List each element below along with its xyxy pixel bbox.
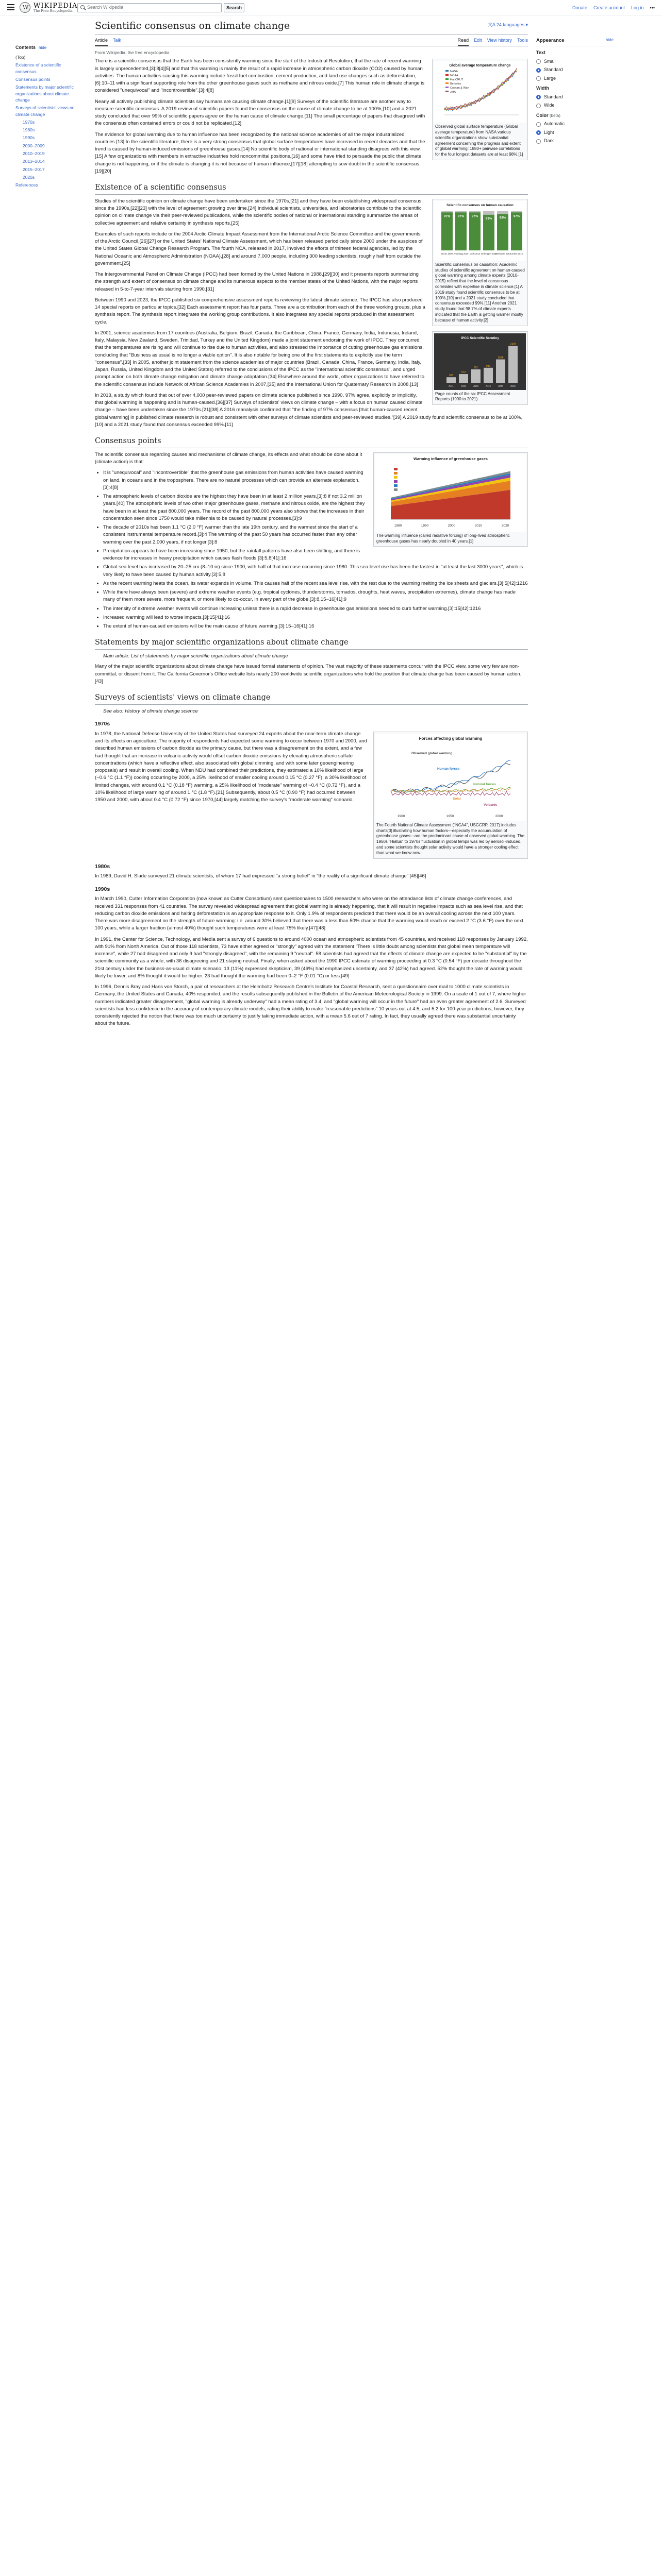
tick-label: 2000 [495,814,503,818]
tick-label: 1980 [394,523,402,528]
list-item: • Precipitation appears to have been increasing since 1950, but the rainfall patterns have also been shifting, and there is evidence for increases in heavy precipitation which causes flash floods.[3]:5,8[41]:16 [103,548,528,563]
toc-subitem[interactable]: 2013–2014 [23,159,45,164]
toc-hide-button[interactable]: hide [39,45,47,50]
figure-caption: The warming influence (called radiative forcing) of long-lived atmospheric greenhouse gases has nearly doubled in 40 years.[1] [376,533,510,544]
tab-read[interactable]: Read [458,37,469,46]
series-label: Observed global warming [411,751,453,755]
bar-label: Verheggen 2014 [481,252,497,255]
toc-title: Contents [15,45,36,50]
paragraph: Studies of the scientific opinion on climate change have been undertaken since the 1970s,[21] and they have been establishing widespread consensus since the 1990s,[22][23] with the level of agreement growing over time.[24] Individual scientists, universities, and laboratories contribute to the scientific opinion on climate change via their peer-reviewed publications, while the scientific bodies of national or international standing summarize the areas of collective agreement and relative certainty in synthesis reports.[25] [95,198,422,226]
temperature-chart [434,61,526,123]
subsection-heading: 1970s [95,721,110,727]
legend-swatch [394,468,398,470]
paragraph: In 1991, the Center for Science, Technology, and Media sent a survey of 6 questions to around 4000 ocean and atmospheric scientists from 45 countries, and received 118 responses by January 1992, with 91% from North America. Out of those 118 scientists, 73 have either agreed or "strongly" agreed with the statement "There is little doubt among scientists that global mean temperature will increase", while 27 had disagreed and only 9 had "strongly disagreed", with the remaining 9 "neutral". 58 scientists had agreed that the effects of climate change are expected to be "substantial" by the scientific community as a whole, with 36 disagreeing and 21 staying neutral. Finally, when asked about the 1990 IPCC estimate of warming proceeding at 0.3 °C (0.54 °F) per decade throughout the 21st century under the business-as-usual climate scenario, 13 (11%) expressed skepticism, 39 (46%) had emphasized uncertainty, and 37 (42%) had agreed. 52% thought the rate of warming would likely be lower, and 8% thought it would be higher. 23 had thought the warming had been 0–2 °F (0.01 °C) or less.[49] [95,936,528,979]
tab-history[interactable]: View history [487,37,512,43]
legend-label: CFC-11 [399,484,410,488]
main-menu-button[interactable] [7,4,14,10]
color-dark[interactable]: Dark [536,138,614,145]
legend-label: CH4 [399,472,406,476]
legend-label: CO2 [399,468,406,471]
page-tabs [95,37,528,46]
legend-swatch [445,87,449,88]
legend-label: Berkeley [450,82,461,86]
personal-tools [572,5,655,12]
list-item: • The extent of human-caused emissions will be the main cause of future warming.[3]:15–16[41]:16 [103,623,528,630]
bar-value: 97% [457,215,465,218]
bar-label: AR4 [486,384,491,388]
bar [459,374,468,383]
toc-item[interactable]: Surveys of scientists' views on climate change [15,105,75,117]
logo-tagline: The Free Encyclopedia [34,8,73,13]
color-automatic[interactable]: Automatic [536,121,614,128]
bar [446,377,456,383]
search-icon [80,5,85,9]
legend-label: NASA [450,70,458,74]
site-header [0,0,662,15]
main-article-note[interactable]: Main article: List of statements by major scientific organizations about climate change [103,653,288,659]
bar-value: 93% [499,216,506,220]
figure-caption: Observed global surface temperature (Global average temperature) from NASA various scientific organizations show substantial agreement concerning the progress and extent of global warming: 1880+ pairwise correlations for the four longest datasets are at least 98%.[1] [435,124,523,157]
legend-label: 15 others [399,488,412,492]
bar-value: 91% [485,217,492,221]
series-line [391,791,510,795]
legend-swatch [394,488,398,491]
tab-tools[interactable]: Tools [517,37,528,43]
bar-value: 365 [449,374,454,377]
list-item: • The decade of 2010s has been 1.1 °C (2.0 °F) warmer than the late 19th century, and the warmest since the start of a consistent instrumental temperature record.[3]:4 The warming of the past 50 years has occurred faster than any other warming over the past 2,000 years, if not longer.[3]:8 [103,524,528,546]
legend-swatch [445,70,449,72]
toc-subitem[interactable]: 1980s [23,127,35,133]
beta-label: (beta) [550,113,560,118]
tagline: From Wikipedia, the free encyclopedia [95,49,170,55]
toc-item-top[interactable]: (Top) [15,55,26,60]
text-size-label: Text [536,50,545,56]
table-of-contents [15,44,77,190]
logo-wordmark: WIKIPEDIA [34,2,78,10]
list-item: • The intensity of extreme weather events will continue increasing unless there is a rapid decrease in greenhouse gas emissions needed to curb further warming.[3]:15[42]:1216 [103,605,528,613]
chart-title: IPCC Scientific Scrutiny [460,336,500,340]
radio-icon [536,76,541,81]
radio-icon [536,122,541,127]
legend-label: HadCRUT [450,78,464,82]
paragraph: There is a scientific consensus that the Earth has been consistently warming since the start of the Industrial Revolution, that the rate of recent warming is largely unprecedented,[3]:8[4][5] and that this warming is mainly the result of a rapid increase in atmospheric carbon dioxide (CO2) caused by human activities. The human activities causing this warming include fossil fuel combustion, cement production, and land use changes such as deforestation,[6]:10–11 with a significant supporting role from the other greenhouse gases such as methane and nitrous oxide.[7] This human role in climate change is considered "unequivocal" and "incontrovertible".[3]:4[8] [95,58,425,94]
bar [455,212,467,250]
list-item: • It is "unequivocal" and "incontrovertible" that the greenhouse gas emissions from human activities have caused warming on land, in oceans and in the troposphere. There are no natural processes which can provide an alternate explanation.[3]:4[8] [103,469,528,492]
radio-icon [536,139,541,144]
paragraph: In 1978, the National Defense University of the United States had surveyed 24 experts about the near-term climate change and its effects on agriculture. The majority of respondents had expected some warming to occur between 1970 and 2000, and described human emissions of carbon dioxide as the primary cause, but there was a disagreement on the extent, and a few had thought that an increase in volcanic activity would offset carbon dioxide emissions by elevating atmospheric sulfate concentrations (which have a reflective effect, also associated with global dimming, and with some later geoengineering proposals) and result in overall cooling. When NDU had combined their predictions, they estimated a 10% likelihood of large (~0.6 °C (1.1 °F)) cooling occurring by 2000, a 25% likelihood of smaller cooling around 0.15 °C (0.27 °F), a 30% likelihood of limited changes, with around 0.1 °C (0.18 °F) warming, a 25% likelihood of "moderate" warming of ~0.4 °C (0.72 °F), and a 10% likelihood of large warming of around 1 °C (1.8 °F).[21] Subsequently, about 0.5 °C (0.90 °F) had occurred between 1950 and 2000, with about 0.4 °C (0.72 °F) since 1970,[44] largely matching the survey's "moderate warming" scenario. [95,731,367,803]
figure-caption: Page counts of the six IPCC Assessment Reports (1990 to 2021). [435,391,510,402]
figure-temperature [432,59,528,160]
toc-item[interactable]: Statements by major scientific organizations about climate change [15,84,74,103]
bar-value: 97% [513,215,520,218]
toc-subitem[interactable]: 2015–2017 [23,166,45,172]
more-options-icon[interactable]: ••• [650,5,655,10]
chart-title: Warming influence of greenhouse gases [413,456,488,461]
section-heading: Statements by major scientific organizations about climate change [95,637,528,650]
paragraph: In 2013, a study which found that out of over 4,000 peer-reviewed papers on climate science published since 1990, 97% agree, explicitly or implicitly, that global warming is happening and is human-caused.[36][37] Surveys of scientists' views on climate change – with a focus on human caused climate change – have been undertaken since the 1970s.[21][38] A 2016 reanalysis confirmed that "the finding of 97% consensus [that human-caused recent global warming] in published climate research is robust and consistent with other surveys of climate scientists and peer-reviewed studies."[39] A 2019 study found scientific consensus to be at 100%,[10] and a 2021 study found that consensus exceeded 99%.[11] [95,392,523,428]
legend-swatch [394,472,398,474]
bar-value: 1535 [498,356,504,360]
width-wide[interactable]: Wide [536,102,614,109]
tick-label: 1900 [397,814,405,818]
tab-article[interactable]: Article [95,37,108,46]
legend-swatch [445,74,449,76]
legend-label: NOAA [450,74,458,78]
tick-label: 2000 [448,523,456,528]
paragraph: The scientific consensus regarding causes and mechanisms of climate change, its effects and what should be done about it (climate action) is that: [95,451,362,465]
chart-title: Scientific consensus on human causation [446,203,514,207]
series-label: Natural forces [473,782,496,786]
bar [484,367,493,382]
search-button[interactable]: Search [224,3,244,12]
series-line [391,760,510,792]
list-item: • Global sea level has increased by 20–25 cm (8–10 in) since 1900, with half of that increase occurring since 1980. This sea level rise has been the fastest in "at least the last 3000 years", which is very likely to have been caused by human activity.[3]:5,8 [103,564,528,579]
legend-label: JMA [450,91,456,94]
toc-subitem[interactable]: 1970s [23,119,35,125]
text-size-small[interactable]: Small [536,58,614,65]
list-item: • While there have always been (severe) and extreme weather events (e.g. tropical cyclones, thunderstorms, tornados, droughts, heat waves, precipitation extremes), climate change has made many of them more severe, more frequent, or more likely to co-occur, in every part of the globe.[3]:8,15–16[41]:9 [103,589,528,604]
globe-icon [20,2,30,13]
figure-consensus [432,199,528,326]
page-title: Scientific consensus on climate change 文A 24 languages ▾ [95,19,528,35]
paragraph: In March 1990, Cutter Information Corporation (now known as Cutter Consortium) sent questionnaires to 1500 researchers who were on the attendance lists of climate change conferences, and received 331 responses from 41 countries. The survey revealed widespread agreement that global warming is already happening, that it will result in negative impacts such as sea level rise, and that reducing carbon dioxide emissions and halting deforestation is an appropriate response to it. Only 1.9% of respondents predicted that there would be an overall cooling across the next 100 years. There was more disagreement on the strength of future warming: i.e. around 30% believed that there was a less than 50% chance that the warming would reach or exceed 2 °C (3.6 °F) over the next 100 years, while a larger fraction (almost 40%) thought such temperatures were at least 75% likely.[47][48] [95,896,523,931]
section-heading: Surveys of scientists' views on climate change [95,692,528,705]
language-button[interactable]: 文A 24 languages ▾ [487,22,528,27]
appearance-hide-button[interactable]: hide [605,38,614,42]
paragraph: Between 1990 and 2023, the IPCC published six comprehensive assessment reports reviewing the latest climate science. The IPCC has also produced 14 special reports on particular topics.[32] Each assessment report has four parts. Three are a contribution from each of the three working groups, plus a synthesis report. The synthesis report integrates the working group contributions. It also integrates any special reports produced in that assessment cycle. [95,297,425,325]
bar-value: 572 [461,370,466,374]
tick-label: 1990 [421,523,429,528]
figure-ipcc [432,331,528,405]
paragraph: In 1989, David H. Slade surveyed 21 climate scientists, of whom 17 had expressed "a strong belief" in "the reality of a significant climate change".[45][46] [95,873,426,879]
width-standard[interactable]: Standard [536,94,614,101]
bar-value: 881 [473,366,478,369]
login-link[interactable]: Log in [631,5,644,10]
appearance-title: Appearance [536,38,565,43]
bar-label: AR3 [473,384,478,388]
paragraph: Nearly all actively publishing climate scientists say humans are causing climate change.[1][9] Surveys of the scientific literature are another way to measure scientific consensus. A 2019 review of scientific papers found the consensus on the cause of climate change to be at 100%,[10] and a 2021 study concluded that over 99% of scientific papers agree on the human cause of climate change.[11] The small percentage of papers that disagreed with the consensus often contained errors or could not be replicated.[12] [95,98,425,127]
forces-chart [375,734,526,821]
tick-label: 2020 [501,523,509,528]
toc-subitem[interactable]: 1990s [23,135,35,141]
see-also-note[interactable]: See also: History of climate change science [103,708,198,714]
series-label: Human forces [437,767,460,771]
list-item: • The atmospheric levels of carbon dioxide are the highest they have been in at least 2 million years,[3]:8 if not 3.2 million years.[40] The atmospheric levels of two other major greenhouse gases, methane and nitrous oxide, are the highest they have been in at least the past 800,000 years. The record of the past 800,000 years also shows that the increases in their concentration seen since 1750 would take millennia to be caused by natural processes.[3]:9 [103,493,528,522]
bar-label: AR1 [449,384,454,388]
text-size-standard[interactable]: Standard [536,66,614,74]
radio-selected-icon [536,68,541,73]
series-label: Volcanic [484,803,498,807]
list-item: • As the recent warming heats the ocean, its water expands in volume. This causes half of the recent sea level rise, with the rest due to the warming melting the ice sheets and glaciers.[3]:5[42]:1216 [103,580,528,587]
tick-label: 1950 [446,814,454,818]
bar-value: 2409 [510,343,516,346]
width-label: Width [536,86,549,91]
bar-label: AR6 [510,384,516,388]
consensus-chart [434,201,526,261]
bar [471,369,481,382]
tick-label: 2010 [474,523,483,528]
appearance-panel [536,37,614,146]
list-item: • Increased warming will lead to worse impacts.[3]:15[41]:16 [103,614,528,621]
search-input[interactable]: Search Wikipedia [77,3,222,12]
radio-icon [536,59,541,64]
figure-forces [373,732,528,859]
toc-item[interactable]: Consensus points [15,76,51,82]
paragraph: Examples of such reports include or the 2004 Arctic Climate Impact Assessment from the International Arctic Science Committee and the governments of the Arctic Council,[26][27] or the United States' National Climate Assessment, which has been released periodically since 2000 under the auspices of the United States Global Change Research Program. The fourth NCA, released in 2017, involved the efforts of thirteen federal agencies, led by the National Oceanic and Atmospheric Administration (NOAA),[28] and around 7,000 people, including 300 leading scientists, roughly half from outside the government.[25] [95,231,423,266]
tab-edit[interactable]: Edit [474,37,482,43]
ipcc-pages-chart [434,333,526,390]
legend-label: Cowtan & Way [450,87,469,90]
bar [511,212,522,250]
bar [441,212,453,250]
wikipedia-logo[interactable] [20,2,78,13]
bar-label: Stenhouse 2014 [494,252,511,255]
subsection-heading: 1980s [95,863,110,870]
paragraph: The evidence for global warming due to human influence has been recognized by the national science academies of all the major industrialized countries.[13] In the scientific literature, there is a very strong consensus that global surface temperatures have increased in recent decades and that the trend is caused by human-induced emissions of greenhouse gases.[14] No scientific body of national or international standing disagrees with this view.[15] A few organizations with members in extractive industries hold noncommittal positions,[16] and some have tried to persuade the public that climate change is not happening, or if the climate is changing it is not because of human influence,[17][18] attempting to sow doubt in the scientific consensus.[19][20] [95,131,425,174]
chart-title: Forces affecting global warming [419,736,483,741]
radio-selected-icon [536,130,541,135]
bar-label: Anderegg 2010 [453,252,469,255]
paragraph: In 2001, science academies from 17 countries (Australia, Belgium, Brazil, Canada, the Caribbean, China, France, Germany, India, Indonesia, Ireland, Italy, Malaysia, New Zealand, Sweden, Trinidad, Turkey and the United Kingdom) made a joint statement endorsing the work of IPCC. They concurred that the temperatures are rising and will continue to rise due to human activities, and also stressed the importance of cutting greenhouse gas emissions, concluding that "Business as usual is no longer a viable option". It is also notable for being one of the first statements to explicitly use the term "consensus".[33] In 2005, another joint statement from the science academies of major countries (Brazil, Canada, China, France, Germany, India, Italy, Japan, Russia, United Kingdom and the United States) referred to the conclusions of the IPCC as the "international scientific consensus", and urged prompt action on both climate change mitigation and climate change adaptation.[34] Elsewhere around the world, other organizations to have referred to the scientific consensus include Network of African Science Academies in 2007,[35] and the International Union for Quaternary Research in 2008.[13] [95,330,425,387]
tab-talk[interactable]: Talk [113,37,122,43]
toc-subitem[interactable]: 2010–2019 [23,151,45,157]
section-heading: Existence of a scientific consensus [95,182,528,195]
paragraph: Many of the major scientific organizations about climate change have issued formal statements of opinion. The vast majority of these statements concur with the IPCC view, some very few are non-committal, or dissent from it. The California Governor's Office website lists nearly 200 worldwide scientific organizations who hold the position that climate change has been caused by human action.[43] [95,664,522,684]
legend-swatch [445,82,449,84]
bar-label: Doran 2009 [441,252,453,255]
legend-swatch [394,480,398,483]
paragraph: The Intergovernmental Panel on Climate Change (IPCC) had been formed by the United Nations in 1988,[29][30] and it presents reports summarizing the strength and extent of consensus on climate change and its numerous aspects to the member states of the United Nations, with the major reports released in 5-to-7-year intervals starting from 1990.[31] [95,272,419,292]
bar [469,212,481,250]
legend-swatch [445,78,449,80]
bar-label: AR2 [461,384,466,388]
subsection-heading: 1990s [95,886,110,892]
text-size-large[interactable]: Large [536,75,614,82]
bar-label: Carlton 2015 [510,252,523,255]
bar-value: 97% [471,215,478,218]
figure-caption: Scientific consensus on causation: Academic studies of scientific agreement on human-caused global warming among climate experts (2010-2015) reflect that the level of consensus correlates with expertise in climate science.[1] A 2019 study found scientific consensus to be at 100%,[10] and a 2021 study concluded that consensus exceeded 99%.[11] Another 2021 study found that 98.7% of climate experts indicated that the Earth is getting warmer mostly because of human activity.[2] [435,262,525,323]
bar [496,359,505,382]
toc-item[interactable]: Existence of a scientific consensus [15,62,61,74]
figure-caption: The Fourth National Climate Assessment ("NCA4", USGCRP, 2017) includes charts[3] illustrating how human factors—especially the accumulation of greenhouse gases—are the predominant cause of observed global warming. The 1950s "Hiatus" to 1970s fluctuation in global temps was led by aerosol-induced, and some scientists thought solar activity would have a stronger cooling effect than what we know now. [376,822,525,855]
article-content [95,19,528,1031]
radio-icon [536,104,541,108]
radio-selected-icon [536,95,541,99]
create-account-link[interactable]: Create account [593,5,625,10]
figure-ghg-forcing [373,452,528,547]
legend-swatch [394,484,398,487]
ghg-forcing-chart [375,454,526,532]
legend-swatch [394,476,398,479]
section-heading: Consensus points [95,436,528,448]
legend-swatch [445,91,449,92]
bar-value: 986 [486,364,491,368]
bar-value: 97% [443,215,451,218]
donate-link[interactable]: Donate [572,5,587,10]
toc-subitem[interactable]: 2020s [23,175,35,180]
toc-subitem[interactable]: 2000–2009 [23,143,45,148]
toc-item-references[interactable]: References [15,182,38,188]
chart-title: Global average temperature change [449,64,511,68]
legend-label: N2O [399,476,406,480]
bar-label: AR5 [498,384,503,388]
bar-label: Cook 2013 [469,252,481,255]
color-light[interactable]: Light [536,129,614,137]
series-label: Solar [453,796,461,801]
paragraph: In 1996, Dennis Bray and Hans von Storch, a pair of researchers at the Helmholtz Research Centre's Institute for Coastal Research, sent a questionnaire over mail to 1000 climate scientists in Germany, the United States and Canada, 40% responded, and the results subsequently published in the Bulletin of the American Meteorological Society in 1999. On a scale of 1 out of 7, where higher numbers indicated greater disagreement, "global warming is already underway" had a mean rating of 3.4, and "global warming will occur in the future" had an even greater agreement of 2.6. Surveyed scientists had less confidence in the accuracy of contemporary climate models, rating their ability to make "reasonable predictions" 10 years out at 4.5, and 5.2 for 100-year predictions; however, they consistently rejected the notion that there was too much uncertainty to justify taking immediate action, with a mean 5.6 out of 7 rating. In fact, they usually agreed there was substantial uncertainty about the future. [95,984,526,1027]
bar [508,346,518,382]
color-label: Color [536,112,549,118]
legend-label: CFC-12 [399,480,410,484]
